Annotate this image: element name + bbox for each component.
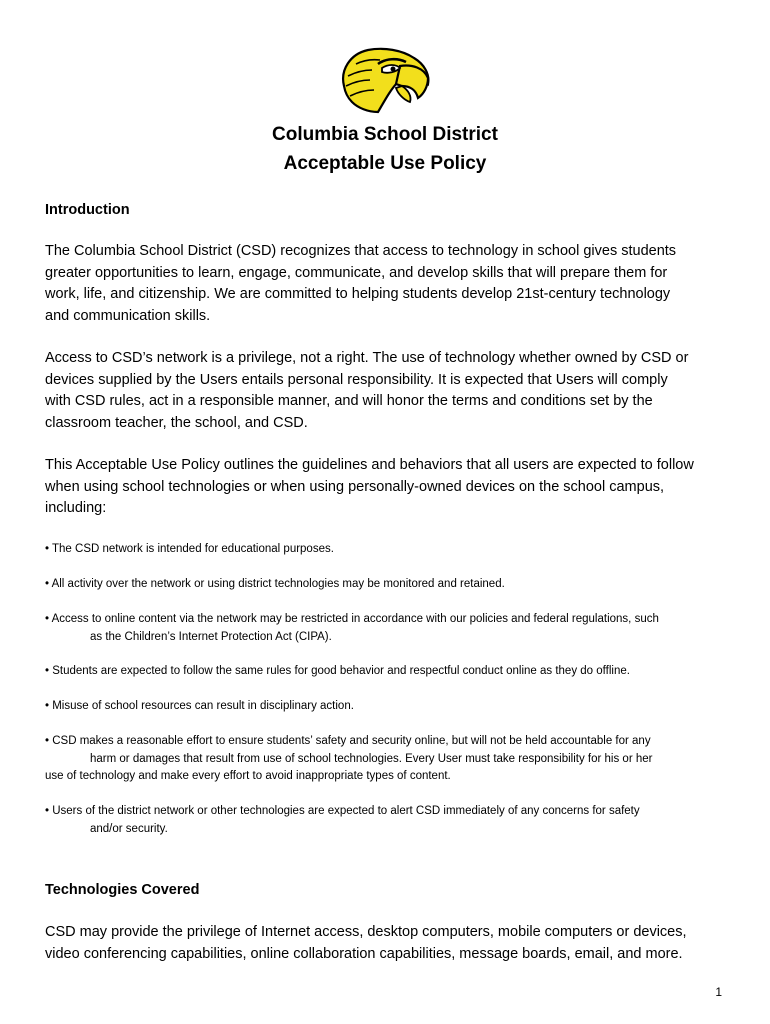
bullet-text: and/or security. bbox=[90, 822, 168, 835]
document-title: Columbia School District bbox=[272, 124, 498, 145]
bullet-item bbox=[45, 541, 735, 559]
text-line: work, life, and citizenship. We are committed to helping students develop 21st-century technology bbox=[45, 286, 671, 302]
bullet-item bbox=[45, 733, 735, 786]
text-line: including: bbox=[45, 500, 107, 516]
technologies-heading: Technologies Covered bbox=[45, 882, 200, 898]
bullet-text: • All activity over the network or using district technologies may be monitored and retained. bbox=[45, 578, 505, 590]
text-line: This Acceptable Use Policy outlines the guidelines and behaviors that all users are expected to follow bbox=[45, 457, 694, 473]
introduction-paragraph-2 bbox=[45, 348, 735, 434]
bullet-text: use of technology and make every effort to avoid inappropriate types of content. bbox=[45, 770, 451, 782]
bullet-text: • Misuse of school resources can result in disciplinary action. bbox=[45, 700, 354, 712]
text-line: classroom teacher, the school, and CSD. bbox=[45, 414, 308, 431]
introduction-paragraph-3 bbox=[45, 455, 735, 520]
text-line: when using school technologies or when using personally-owned devices on the school campus, bbox=[45, 478, 665, 495]
technologies-paragraph bbox=[45, 922, 735, 965]
bullet-text: • Students are expected to follow the same rules for good behavior and respectful conduct online as they do offline. bbox=[45, 665, 630, 677]
bullet-item bbox=[45, 803, 735, 838]
text-line: and communication skills. bbox=[45, 307, 211, 324]
text-line: The Columbia School District (CSD) recognizes that access to technology in school gives students bbox=[45, 243, 677, 259]
text-line: with CSD rules, act in a responsible manner, and will honor the terms and conditions set by the bbox=[45, 393, 653, 409]
eagle-logo-icon bbox=[338, 46, 432, 116]
text-line: greater opportunities to learn, engage, communicate, and develop skills that will prepare them for bbox=[45, 264, 668, 281]
introduction-heading: Introduction bbox=[45, 202, 130, 218]
text-line: CSD may provide the privilege of Internet access, desktop computers, mobile computers or devices, bbox=[45, 924, 687, 940]
bullet-text: • The CSD network is intended for educational purposes. bbox=[45, 543, 334, 555]
bullet-text: harm or damages that result from use of school technologies. Every User must take responsibility for his or her bbox=[90, 752, 653, 765]
text-line: devices supplied by the Users entails personal responsibility. It is expected that Users will comply bbox=[45, 371, 668, 388]
bullet-text: • Users of the district network or other technologies are expected to alert CSD immediately of any concerns for safety bbox=[45, 805, 640, 817]
bullet-text: • Access to online content via the network may be restricted in accordance with our policies and federal regulations, such bbox=[45, 613, 659, 625]
bullet-text: as the Children’s Internet Protection Act (CIPA). bbox=[90, 630, 332, 643]
introduction-paragraph-1 bbox=[45, 241, 735, 327]
text-line: Access to CSD’s network is a privilege, not a right. The use of technology whether owned by CSD or bbox=[45, 350, 689, 366]
page-number: 1 bbox=[715, 985, 722, 999]
bullet-item bbox=[45, 698, 735, 716]
bullet-text: • CSD makes a reasonable effort to ensure students’ safety and security online, but will not be held accountable for any bbox=[45, 735, 651, 747]
document-subtitle: Acceptable Use Policy bbox=[283, 153, 487, 174]
bullet-item bbox=[45, 611, 735, 646]
text-line: video conferencing capabilities, online collaboration capabilities, message boards, email, and more. bbox=[45, 945, 683, 962]
bullet-item bbox=[45, 663, 735, 681]
bullet-item bbox=[45, 576, 735, 594]
